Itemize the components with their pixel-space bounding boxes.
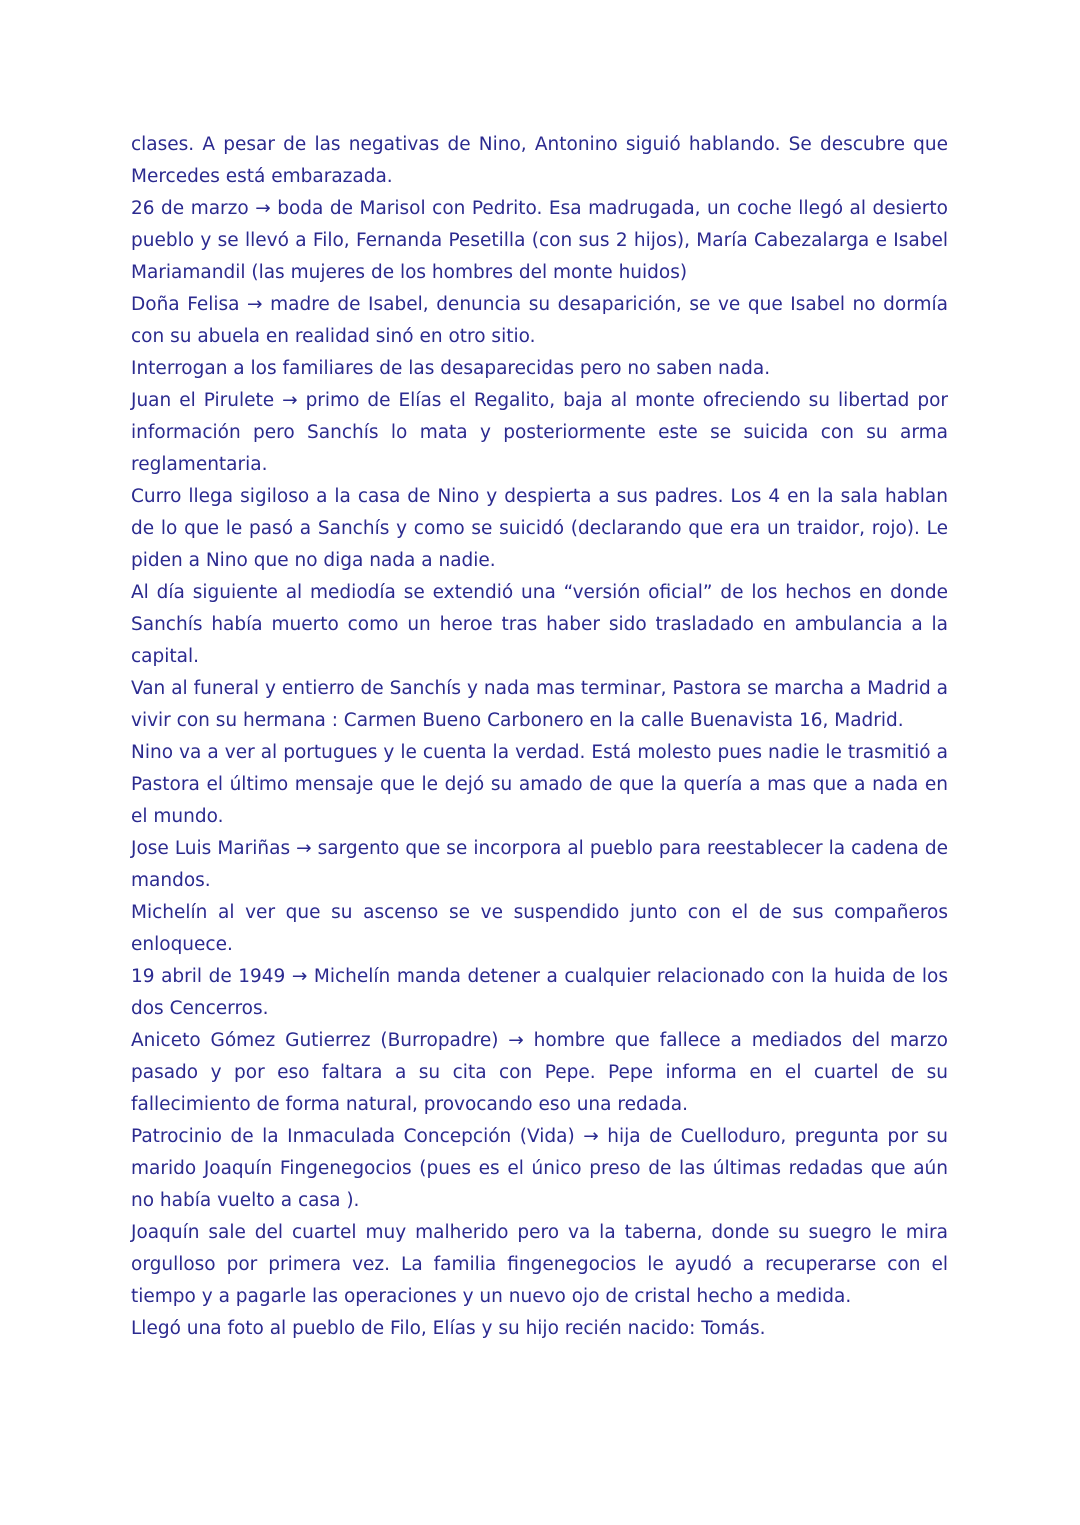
paragraph-11: Michelín al ver que su ascenso se ve suspendido junto con el de sus compañeros enloquece. (131, 902, 948, 955)
document-body (131, 129, 948, 1345)
paragraph-4: Interrogan a los familiares de las desaparecidas pero no saben nada. (131, 358, 771, 379)
paragraph-5: Juan el Pirulete → primo de Elías el Regalito, baja al monte ofreciendo su libertad por información pero Sanchís lo mata y posteriormente este se suicida con su arma reglamentaria. (131, 390, 948, 475)
paragraph-8: Van al funeral y entierro de Sanchís y nada mas terminar, Pastora se marcha a Madrid a vivir con su hermana : Carmen Bueno Carbonero en la calle Buenavista 16, Madrid. (131, 678, 948, 731)
paragraph-15: Joaquín sale del cuartel muy malherido pero va la taberna, donde su suegro le mira orgulloso por primera vez. La familia fingenegocios le ayudó a recuperarse con el tiempo y a pagarle las operaciones y un nuevo ojo de cristal hecho a medida. (131, 1222, 948, 1307)
paragraph-9: Nino va a ver al portugues y le cuenta la verdad. Está molesto pues nadie le trasmitió a Pastora el último mensaje que le dejó su amado de que la quería a mas que a nada en el mundo. (131, 742, 948, 827)
paragraph-7: Al día siguiente al mediodía se extendió una “versión oficial” de los hechos en donde Sanchís había muerto como un heroe tras haber sido trasladado en ambulancia a la capital. (131, 582, 948, 667)
paragraph-16: Llegó una foto al pueblo de Filo, Elías y su hijo recién nacido: Tomás. (131, 1318, 766, 1339)
paragraph-10: Jose Luis Mariñas → sargento que se incorpora al pueblo para reestablecer la cadena de mandos. (131, 838, 948, 891)
paragraph-13: Aniceto Gómez Gutierrez (Burropadre) → hombre que fallece a mediados del marzo pasado y por eso faltara a su cita con Pepe. Pepe informa en el cuartel de su fallecimiento de forma natural, provocando eso una redada. (131, 1030, 948, 1115)
paragraph-3: Doña Felisa → madre de Isabel, denuncia su desaparición, se ve que Isabel no dormía con su abuela en realidad sinó en otro sitio. (131, 294, 948, 347)
paragraph-14: Patrocinio de la Inmaculada Concepción (Vida) → hija de Cuelloduro, pregunta por su marido Joaquín Fingenegocios (pues es el único preso de las últimas redadas que aún no había vuelto a casa ). (131, 1126, 948, 1211)
paragraph-1: clases. A pesar de las negativas de Nino, Antonino siguió hablando. Se descubre que Mercedes está embarazada. (131, 134, 948, 187)
paragraph-12: 19 abril de 1949 → Michelín manda detener a cualquier relacionado con la huida de los dos Cencerros. (131, 966, 948, 1019)
paragraph-6: Curro llega sigiloso a la casa de Nino y despierta a sus padres. Los 4 en la sala hablan de lo que le pasó a Sanchís y como se suicidó (declarando que era un traidor, rojo). Le piden a Nino que no diga nada a nadie. (131, 486, 948, 571)
paragraph-2: 26 de marzo → boda de Marisol con Pedrito. Esa madrugada, un coche llegó al desierto pueblo y se llevó a Filo, Fernanda Pesetilla (con sus 2 hijos), María Cabezalarga e Isabel Mariamandil (las mujeres de los hombres del monte huidos) (131, 198, 948, 283)
